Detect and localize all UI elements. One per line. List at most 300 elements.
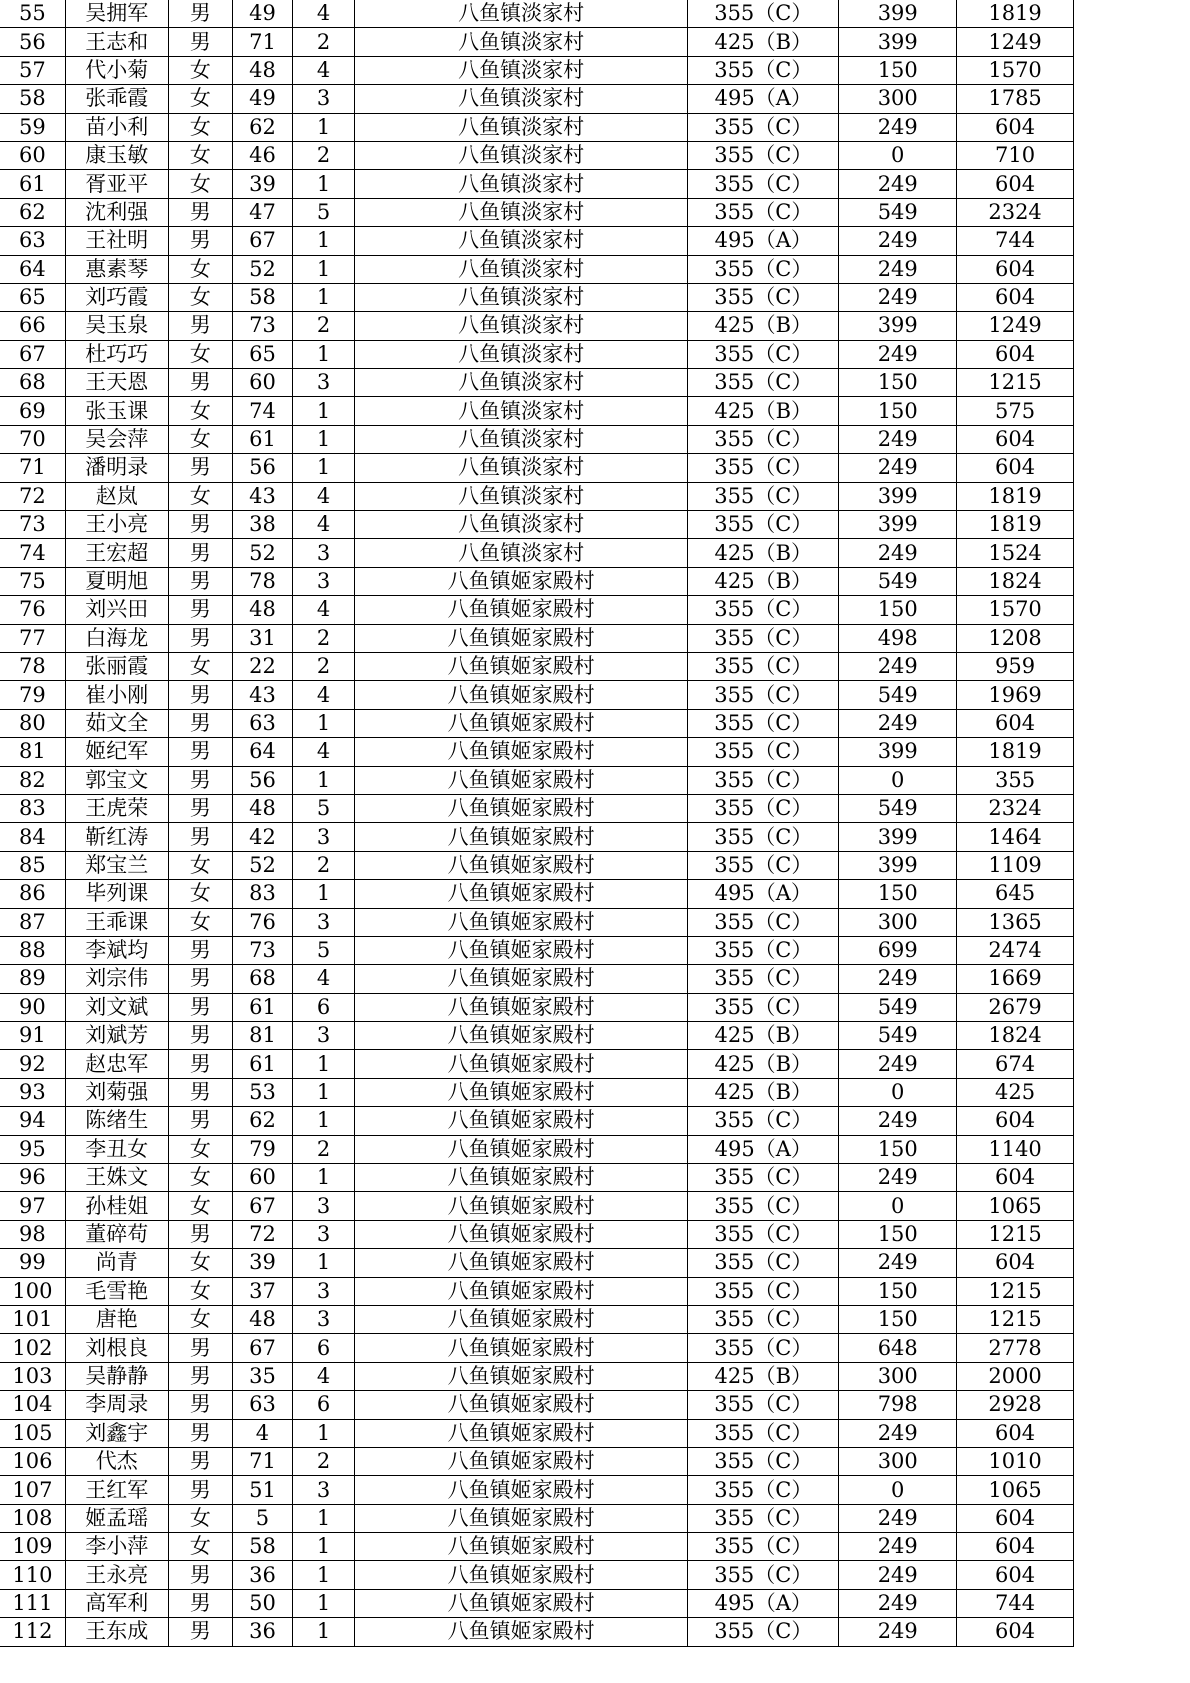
cell-no: 61 — [0, 170, 65, 198]
table-row — [0, 596, 1074, 624]
cell-gender: 女 — [168, 851, 232, 879]
cell-subsidy: 798 — [839, 1391, 957, 1419]
cell-subsidy: 648 — [839, 1334, 957, 1362]
table-row — [0, 1164, 1074, 1192]
cell-name: 靳红涛 — [65, 823, 168, 851]
cell-standard: 425（B） — [688, 1362, 839, 1390]
cell-village: 八鱼镇淡家村 — [355, 312, 688, 340]
cell-name: 张玉课 — [65, 397, 168, 425]
cell-standard: 355（C） — [688, 1504, 839, 1532]
cell-total: 1524 — [957, 539, 1074, 567]
cell-no: 91 — [0, 1022, 65, 1050]
cell-no: 73 — [0, 511, 65, 539]
cell-name: 尚青 — [65, 1249, 168, 1277]
cell-total: 2324 — [957, 794, 1074, 822]
cell-total: 604 — [957, 1618, 1074, 1646]
table-row — [0, 1391, 1074, 1419]
cell-subsidy: 549 — [839, 567, 957, 595]
cell-age: 4 — [232, 1419, 292, 1447]
cell-subsidy: 249 — [839, 170, 957, 198]
cell-standard: 355（C） — [688, 198, 839, 226]
cell-total: 1249 — [957, 312, 1074, 340]
cell-name: 潘明录 — [65, 454, 168, 482]
cell-no: 70 — [0, 425, 65, 453]
cell-village: 八鱼镇淡家村 — [355, 369, 688, 397]
table-row — [0, 56, 1074, 84]
cell-household-size: 1 — [292, 113, 354, 141]
cell-age: 48 — [232, 596, 292, 624]
cell-age: 5 — [232, 1504, 292, 1532]
cell-village: 八鱼镇姬家殿村 — [355, 1334, 688, 1362]
cell-name: 刘文斌 — [65, 993, 168, 1021]
cell-no: 112 — [0, 1618, 65, 1646]
cell-subsidy: 0 — [839, 1078, 957, 1106]
cell-standard: 425（B） — [688, 567, 839, 595]
cell-age: 58 — [232, 1533, 292, 1561]
cell-standard: 355（C） — [688, 1533, 839, 1561]
table-row — [0, 823, 1074, 851]
cell-no: 89 — [0, 965, 65, 993]
cell-age: 38 — [232, 511, 292, 539]
cell-household-size: 2 — [292, 28, 354, 56]
cell-household-size: 1 — [292, 397, 354, 425]
cell-subsidy: 150 — [839, 596, 957, 624]
cell-village: 八鱼镇姬家殿村 — [355, 709, 688, 737]
cell-subsidy: 249 — [839, 227, 957, 255]
cell-name: 李小萍 — [65, 1533, 168, 1561]
table-row — [0, 397, 1074, 425]
cell-household-size: 4 — [292, 0, 354, 28]
cell-no: 71 — [0, 454, 65, 482]
cell-gender: 男 — [168, 681, 232, 709]
cell-gender: 女 — [168, 397, 232, 425]
table-row — [0, 141, 1074, 169]
cell-no: 109 — [0, 1533, 65, 1561]
cell-household-size: 5 — [292, 936, 354, 964]
cell-total: 1464 — [957, 823, 1074, 851]
cell-standard: 495（A） — [688, 880, 839, 908]
cell-name: 王姝文 — [65, 1164, 168, 1192]
cell-standard: 355（C） — [688, 1476, 839, 1504]
cell-subsidy: 249 — [839, 340, 957, 368]
cell-name: 李丑女 — [65, 1135, 168, 1163]
cell-name: 吴玉泉 — [65, 312, 168, 340]
table-row — [0, 1107, 1074, 1135]
cell-no: 85 — [0, 851, 65, 879]
cell-subsidy: 249 — [839, 1618, 957, 1646]
cell-name: 崔小刚 — [65, 681, 168, 709]
cell-gender: 男 — [168, 1419, 232, 1447]
cell-total: 2324 — [957, 198, 1074, 226]
cell-name: 王小亮 — [65, 511, 168, 539]
cell-standard: 355（C） — [688, 511, 839, 539]
table-row — [0, 567, 1074, 595]
cell-village: 八鱼镇姬家殿村 — [355, 624, 688, 652]
cell-no: 66 — [0, 312, 65, 340]
cell-standard: 355（C） — [688, 993, 839, 1021]
cell-name: 唐艳 — [65, 1305, 168, 1333]
cell-household-size: 1 — [292, 1078, 354, 1106]
cell-age: 37 — [232, 1277, 292, 1305]
cell-household-size: 4 — [292, 596, 354, 624]
cell-total: 1065 — [957, 1476, 1074, 1504]
table-row — [0, 738, 1074, 766]
cell-household-size: 5 — [292, 198, 354, 226]
cell-subsidy: 249 — [839, 1107, 957, 1135]
cell-subsidy: 249 — [839, 1249, 957, 1277]
cell-village: 八鱼镇淡家村 — [355, 539, 688, 567]
cell-total: 1570 — [957, 56, 1074, 84]
cell-standard: 355（C） — [688, 794, 839, 822]
cell-village: 八鱼镇淡家村 — [355, 227, 688, 255]
cell-household-size: 1 — [292, 1618, 354, 1646]
cell-no: 102 — [0, 1334, 65, 1362]
table-row — [0, 880, 1074, 908]
cell-subsidy: 249 — [839, 1561, 957, 1589]
cell-no: 75 — [0, 567, 65, 595]
cell-total: 1819 — [957, 511, 1074, 539]
cell-household-size: 4 — [292, 56, 354, 84]
cell-subsidy: 549 — [839, 993, 957, 1021]
cell-name: 王志和 — [65, 28, 168, 56]
cell-subsidy: 399 — [839, 0, 957, 28]
cell-standard: 425（B） — [688, 28, 839, 56]
cell-total: 1065 — [957, 1192, 1074, 1220]
cell-age: 52 — [232, 255, 292, 283]
cell-total: 425 — [957, 1078, 1074, 1106]
cell-age: 63 — [232, 709, 292, 737]
cell-total: 1215 — [957, 1305, 1074, 1333]
cell-village: 八鱼镇淡家村 — [355, 141, 688, 169]
cell-standard: 355（C） — [688, 596, 839, 624]
cell-gender: 女 — [168, 283, 232, 311]
table-row — [0, 1277, 1074, 1305]
cell-household-size: 4 — [292, 738, 354, 766]
cell-household-size: 6 — [292, 993, 354, 1021]
cell-no: 95 — [0, 1135, 65, 1163]
cell-standard: 355（C） — [688, 1249, 839, 1277]
cell-village: 八鱼镇淡家村 — [355, 113, 688, 141]
cell-standard: 355（C） — [688, 823, 839, 851]
cell-village: 八鱼镇淡家村 — [355, 454, 688, 482]
cell-gender: 男 — [168, 1391, 232, 1419]
cell-standard: 355（C） — [688, 0, 839, 28]
cell-standard: 355（C） — [688, 738, 839, 766]
cell-household-size: 1 — [292, 1164, 354, 1192]
cell-total: 604 — [957, 425, 1074, 453]
cell-standard: 355（C） — [688, 652, 839, 680]
cell-gender: 女 — [168, 482, 232, 510]
cell-household-size: 3 — [292, 908, 354, 936]
cell-name: 刘根良 — [65, 1334, 168, 1362]
cell-gender: 男 — [168, 738, 232, 766]
cell-name: 王乖课 — [65, 908, 168, 936]
cell-no: 74 — [0, 539, 65, 567]
table-row — [0, 1249, 1074, 1277]
cell-name: 郭宝文 — [65, 766, 168, 794]
cell-name: 吴静静 — [65, 1362, 168, 1390]
cell-gender: 男 — [168, 965, 232, 993]
cell-village: 八鱼镇姬家殿村 — [355, 851, 688, 879]
cell-name: 吴拥军 — [65, 0, 168, 28]
cell-gender: 男 — [168, 596, 232, 624]
cell-gender: 女 — [168, 1164, 232, 1192]
cell-village: 八鱼镇姬家殿村 — [355, 993, 688, 1021]
cell-gender: 男 — [168, 823, 232, 851]
cell-subsidy: 399 — [839, 851, 957, 879]
cell-subsidy: 549 — [839, 794, 957, 822]
cell-name: 王永亮 — [65, 1561, 168, 1589]
cell-no: 93 — [0, 1078, 65, 1106]
table-row — [0, 1220, 1074, 1248]
cell-no: 111 — [0, 1589, 65, 1617]
cell-no: 107 — [0, 1476, 65, 1504]
table-row — [0, 454, 1074, 482]
cell-total: 1215 — [957, 1220, 1074, 1248]
cell-name: 沈利强 — [65, 198, 168, 226]
cell-total: 604 — [957, 1107, 1074, 1135]
cell-gender: 男 — [168, 624, 232, 652]
cell-age: 43 — [232, 681, 292, 709]
cell-age: 53 — [232, 1078, 292, 1106]
cell-age: 73 — [232, 312, 292, 340]
cell-standard: 355（C） — [688, 482, 839, 510]
cell-subsidy: 249 — [839, 255, 957, 283]
cell-name: 姬孟瑶 — [65, 1504, 168, 1532]
cell-name: 刘巧霞 — [65, 283, 168, 311]
cell-gender: 男 — [168, 1107, 232, 1135]
table-row — [0, 851, 1074, 879]
cell-gender: 女 — [168, 85, 232, 113]
cell-household-size: 6 — [292, 1391, 354, 1419]
cell-household-size: 1 — [292, 454, 354, 482]
cell-subsidy: 150 — [839, 1277, 957, 1305]
table-row — [0, 113, 1074, 141]
cell-subsidy: 549 — [839, 681, 957, 709]
cell-age: 67 — [232, 1334, 292, 1362]
cell-no: 62 — [0, 198, 65, 226]
cell-gender: 男 — [168, 1362, 232, 1390]
cell-no: 59 — [0, 113, 65, 141]
cell-no: 104 — [0, 1391, 65, 1419]
cell-gender: 男 — [168, 1618, 232, 1646]
cell-no: 55 — [0, 0, 65, 28]
cell-subsidy: 249 — [839, 283, 957, 311]
table-row — [0, 198, 1074, 226]
cell-age: 31 — [232, 624, 292, 652]
cell-subsidy: 399 — [839, 738, 957, 766]
table-row — [0, 1618, 1074, 1646]
cell-village: 八鱼镇淡家村 — [355, 170, 688, 198]
cell-age: 56 — [232, 766, 292, 794]
cell-gender: 女 — [168, 425, 232, 453]
cell-no: 86 — [0, 880, 65, 908]
cell-age: 46 — [232, 141, 292, 169]
cell-name: 董碎苟 — [65, 1220, 168, 1248]
cell-total: 1109 — [957, 851, 1074, 879]
cell-village: 八鱼镇姬家殿村 — [355, 1447, 688, 1475]
cell-no: 87 — [0, 908, 65, 936]
cell-age: 39 — [232, 170, 292, 198]
cell-village: 八鱼镇姬家殿村 — [355, 1050, 688, 1078]
cell-village: 八鱼镇淡家村 — [355, 511, 688, 539]
cell-standard: 495（A） — [688, 1135, 839, 1163]
cell-village: 八鱼镇淡家村 — [355, 397, 688, 425]
cell-subsidy: 0 — [839, 141, 957, 169]
cell-village: 八鱼镇姬家殿村 — [355, 567, 688, 595]
cell-name: 王东成 — [65, 1618, 168, 1646]
cell-no: 56 — [0, 28, 65, 56]
cell-no: 69 — [0, 397, 65, 425]
cell-village: 八鱼镇姬家殿村 — [355, 681, 688, 709]
cell-subsidy: 249 — [839, 1533, 957, 1561]
cell-no: 82 — [0, 766, 65, 794]
cell-household-size: 4 — [292, 1362, 354, 1390]
cell-gender: 男 — [168, 312, 232, 340]
cell-household-size: 1 — [292, 425, 354, 453]
cell-age: 48 — [232, 1305, 292, 1333]
cell-age: 76 — [232, 908, 292, 936]
cell-household-size: 3 — [292, 1305, 354, 1333]
cell-total: 604 — [957, 1504, 1074, 1532]
cell-household-size: 4 — [292, 965, 354, 993]
cell-subsidy: 0 — [839, 766, 957, 794]
cell-total: 1824 — [957, 1022, 1074, 1050]
cell-village: 八鱼镇姬家殿村 — [355, 936, 688, 964]
table-row — [0, 312, 1074, 340]
cell-standard: 425（B） — [688, 312, 839, 340]
cell-village: 八鱼镇淡家村 — [355, 340, 688, 368]
cell-age: 43 — [232, 482, 292, 510]
cell-village: 八鱼镇姬家殿村 — [355, 1533, 688, 1561]
cell-no: 78 — [0, 652, 65, 680]
cell-name: 李周录 — [65, 1391, 168, 1419]
cell-name: 胥亚平 — [65, 170, 168, 198]
cell-household-size: 3 — [292, 1220, 354, 1248]
cell-village: 八鱼镇淡家村 — [355, 198, 688, 226]
table-row — [0, 170, 1074, 198]
cell-age: 58 — [232, 283, 292, 311]
cell-household-size: 1 — [292, 1561, 354, 1589]
table-row — [0, 369, 1074, 397]
cell-age: 50 — [232, 1589, 292, 1617]
cell-no: 88 — [0, 936, 65, 964]
cell-subsidy: 399 — [839, 823, 957, 851]
cell-household-size: 1 — [292, 170, 354, 198]
cell-village: 八鱼镇姬家殿村 — [355, 1135, 688, 1163]
cell-age: 72 — [232, 1220, 292, 1248]
cell-household-size: 4 — [292, 482, 354, 510]
cell-gender: 男 — [168, 1022, 232, 1050]
cell-village: 八鱼镇姬家殿村 — [355, 1164, 688, 1192]
cell-subsidy: 150 — [839, 1220, 957, 1248]
cell-age: 52 — [232, 851, 292, 879]
cell-village: 八鱼镇姬家殿村 — [355, 794, 688, 822]
cell-standard: 355（C） — [688, 1618, 839, 1646]
cell-standard: 355（C） — [688, 255, 839, 283]
cell-standard: 355（C） — [688, 1447, 839, 1475]
cell-no: 60 — [0, 141, 65, 169]
table-row — [0, 255, 1074, 283]
cell-name: 夏明旭 — [65, 567, 168, 595]
cell-total: 604 — [957, 340, 1074, 368]
cell-subsidy: 549 — [839, 1022, 957, 1050]
cell-subsidy: 300 — [839, 908, 957, 936]
cell-village: 八鱼镇姬家殿村 — [355, 1249, 688, 1277]
cell-name: 苗小利 — [65, 113, 168, 141]
cell-gender: 男 — [168, 454, 232, 482]
cell-standard: 355（C） — [688, 1220, 839, 1248]
cell-household-size: 1 — [292, 1107, 354, 1135]
cell-subsidy: 249 — [839, 454, 957, 482]
cell-subsidy: 249 — [839, 709, 957, 737]
cell-village: 八鱼镇姬家殿村 — [355, 965, 688, 993]
cell-village: 八鱼镇姬家殿村 — [355, 1391, 688, 1419]
cell-age: 36 — [232, 1561, 292, 1589]
table-row — [0, 936, 1074, 964]
table-row — [0, 28, 1074, 56]
cell-household-size: 1 — [292, 1504, 354, 1532]
cell-subsidy: 249 — [839, 1419, 957, 1447]
cell-no: 76 — [0, 596, 65, 624]
cell-total: 744 — [957, 227, 1074, 255]
cell-standard: 355（C） — [688, 141, 839, 169]
cell-village: 八鱼镇姬家殿村 — [355, 823, 688, 851]
cell-standard: 355（C） — [688, 936, 839, 964]
cell-gender: 男 — [168, 1078, 232, 1106]
cell-gender: 女 — [168, 1504, 232, 1532]
cell-name: 刘鑫宇 — [65, 1419, 168, 1447]
cell-household-size: 2 — [292, 141, 354, 169]
cell-village: 八鱼镇姬家殿村 — [355, 652, 688, 680]
cell-standard: 355（C） — [688, 624, 839, 652]
cell-total: 1785 — [957, 85, 1074, 113]
cell-standard: 495（A） — [688, 227, 839, 255]
cell-gender: 女 — [168, 880, 232, 908]
cell-village: 八鱼镇淡家村 — [355, 56, 688, 84]
cell-name: 刘宗伟 — [65, 965, 168, 993]
cell-village: 八鱼镇姬家殿村 — [355, 1618, 688, 1646]
cell-standard: 355（C） — [688, 1334, 839, 1362]
cell-total: 604 — [957, 113, 1074, 141]
cell-gender: 男 — [168, 539, 232, 567]
table-row — [0, 1022, 1074, 1050]
cell-age: 62 — [232, 113, 292, 141]
cell-subsidy: 0 — [839, 1476, 957, 1504]
cell-no: 83 — [0, 794, 65, 822]
cell-total: 1010 — [957, 1447, 1074, 1475]
cell-total: 674 — [957, 1050, 1074, 1078]
cell-age: 71 — [232, 1447, 292, 1475]
cell-age: 81 — [232, 1022, 292, 1050]
cell-no: 64 — [0, 255, 65, 283]
cell-age: 71 — [232, 28, 292, 56]
table-row — [0, 1504, 1074, 1532]
cell-gender: 女 — [168, 255, 232, 283]
cell-no: 84 — [0, 823, 65, 851]
cell-age: 79 — [232, 1135, 292, 1163]
cell-no: 99 — [0, 1249, 65, 1277]
cell-total: 959 — [957, 652, 1074, 680]
cell-household-size: 3 — [292, 85, 354, 113]
cell-subsidy: 249 — [839, 1504, 957, 1532]
cell-village: 八鱼镇姬家殿村 — [355, 880, 688, 908]
cell-household-size: 3 — [292, 539, 354, 567]
cell-village: 八鱼镇姬家殿村 — [355, 1305, 688, 1333]
cell-village: 八鱼镇姬家殿村 — [355, 1192, 688, 1220]
cell-standard: 355（C） — [688, 681, 839, 709]
cell-gender: 男 — [168, 766, 232, 794]
